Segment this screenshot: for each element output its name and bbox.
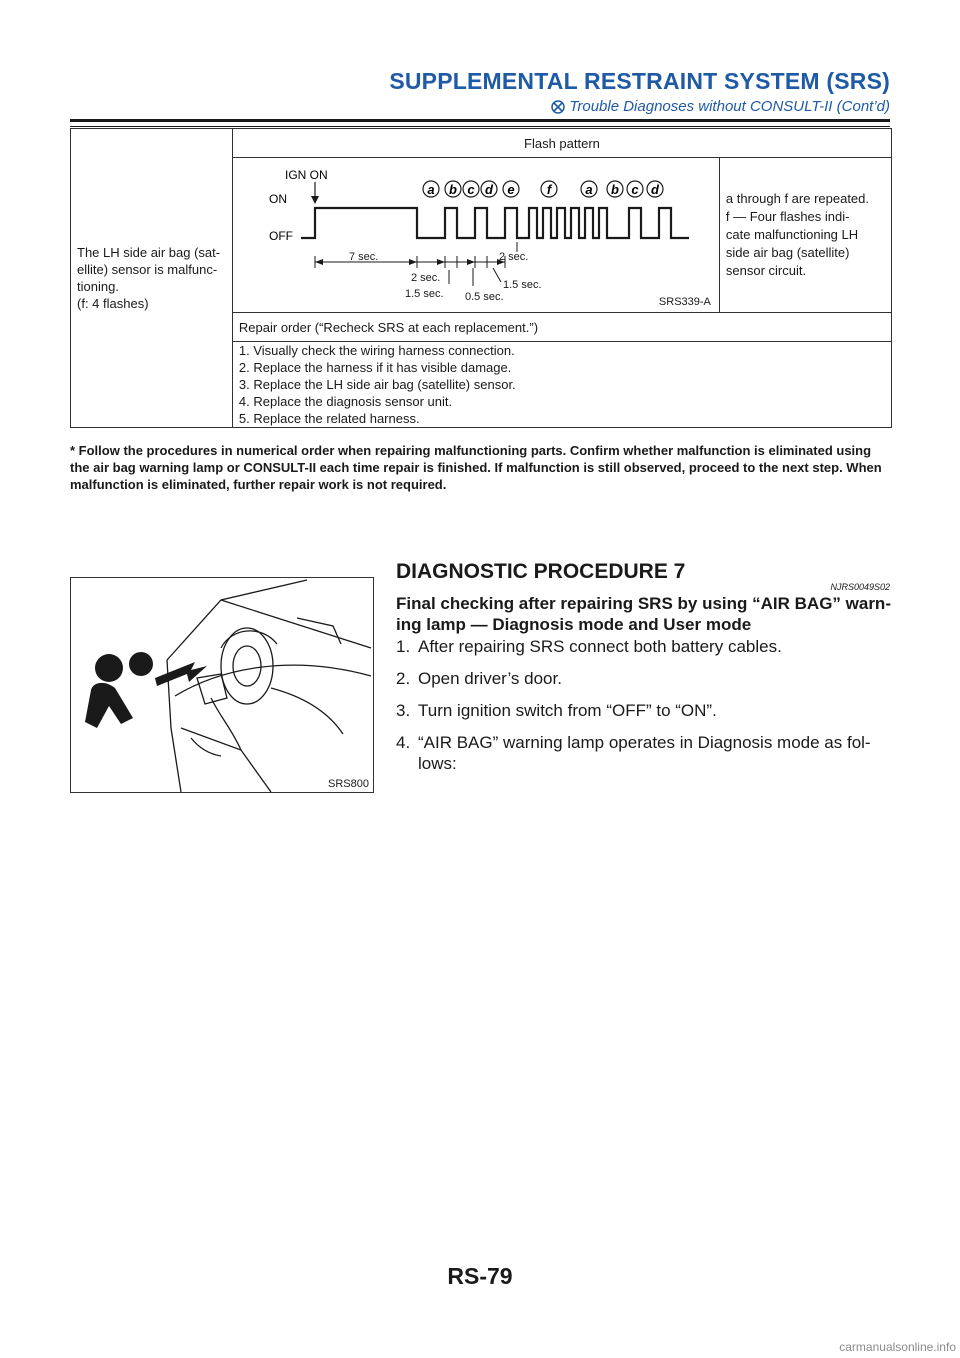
svg-text:a: a xyxy=(585,182,593,197)
step-number: 3. xyxy=(396,701,411,720)
pattern-letter-a xyxy=(581,181,597,197)
svg-text:a: a xyxy=(427,182,435,197)
pattern-letter-d xyxy=(481,181,497,197)
figure-id: SRS800 xyxy=(328,778,369,790)
repair-step: 3. Replace the LH side air bag (satellite) sensor. xyxy=(238,377,516,392)
svg-text:e: e xyxy=(507,182,515,197)
pattern-letter-c xyxy=(627,181,643,197)
svg-text:b: b xyxy=(610,182,619,197)
procedure-step xyxy=(396,700,892,721)
condition-line: ellite) sensor is malfunc- xyxy=(77,262,218,277)
svg-text:c: c xyxy=(631,182,639,197)
pattern-letter-a xyxy=(423,181,439,197)
off-label: OFF xyxy=(268,229,293,243)
repair-note: * Follow the procedures in numerical order when repairing malfunctioning parts. Confirm whether malfunction is eliminated using the air bag warning lamp or CONSULT-II each time repair is finished. If malfunction is still observed, proceed to the next step. When malfunction is eliminated, further repair work is not required. xyxy=(70,443,882,492)
repair-step: 1. Visually check the wiring harness connection. xyxy=(238,343,515,358)
description-line: side air bag (satellite) xyxy=(725,245,850,260)
svg-text:d: d xyxy=(484,182,493,197)
condition-line: (f: 4 flashes) xyxy=(77,296,149,311)
diagnosis-table xyxy=(70,128,892,428)
airbag-occupant-icon xyxy=(85,652,207,728)
srs-section-icon xyxy=(551,100,565,114)
description-line: a through f are repeated. xyxy=(725,191,870,206)
pattern-letter-c xyxy=(463,181,479,197)
procedure-title: DIAGNOSTIC PROCEDURE 7 xyxy=(396,560,686,583)
pattern-letter-b xyxy=(445,181,461,197)
step-text: After repairing SRS connect both battery cables. xyxy=(418,637,782,656)
repair-steps xyxy=(232,342,891,428)
procedure-step xyxy=(396,668,892,689)
description-line: sensor circuit. xyxy=(725,263,807,278)
procedure-step xyxy=(396,732,892,774)
step-text: Open driver’s door. xyxy=(418,669,562,688)
ign-on-label: IGN ON xyxy=(284,168,328,182)
step-number: 4. xyxy=(396,733,411,752)
procedure-code: NJRS0049S02 xyxy=(830,582,890,592)
page-title: SUPPLEMENTAL RESTRAINT SYSTEM (SRS) xyxy=(389,68,890,94)
procedure-steps xyxy=(396,636,892,785)
page-number: RS-79 xyxy=(447,1263,513,1289)
flash-description xyxy=(719,158,891,313)
repair-order-heading: Repair order (“Recheck SRS at each replacement.”) xyxy=(232,313,891,342)
on-label: ON xyxy=(268,192,287,206)
procedure-step xyxy=(396,636,892,657)
condition-line: tioning. xyxy=(77,279,119,294)
condition-cell xyxy=(71,129,233,428)
svg-text:b: b xyxy=(448,182,457,197)
timing-label-1-5sec: 1.5 sec. xyxy=(404,288,444,300)
svg-text:f: f xyxy=(546,182,552,197)
pattern-letter-d xyxy=(647,181,663,197)
repair-step: 4. Replace the diagnosis sensor unit. xyxy=(238,394,453,409)
figure-id: SRS339-A xyxy=(658,296,711,308)
flash-pattern-figure xyxy=(232,158,719,313)
timing-label-2sec-b: 2 sec. xyxy=(498,251,529,263)
procedure-subtitle: Final checking after repairing SRS by using “AIR BAG” warn-ing lamp — Diagnosis mode and User mode xyxy=(396,594,891,634)
flash-waveform xyxy=(301,208,689,238)
step-number: 1. xyxy=(396,637,411,656)
header-rule-thick xyxy=(70,119,890,122)
timing-label-7sec: 7 sec. xyxy=(348,251,379,263)
airbag-warning-illustration xyxy=(71,578,373,792)
repair-step: 2. Replace the harness if it has visible damage. xyxy=(238,360,512,375)
description-line: f — Four flashes indi- xyxy=(725,209,850,224)
srs800-figure xyxy=(70,577,374,793)
header-rule-thin xyxy=(70,126,890,127)
subtitle-text: Trouble Diagnoses without CONSULT-II (Cont’d) xyxy=(569,98,890,115)
svg-text:d: d xyxy=(650,182,659,197)
flash-pattern-diagram xyxy=(239,158,713,312)
pattern-letter-e xyxy=(503,181,519,197)
ign-on-arrowhead xyxy=(311,196,319,204)
timing-label-2sec: 2 sec. xyxy=(410,272,441,284)
step-number: 2. xyxy=(396,669,411,688)
repair-step: 5. Replace the related harness. xyxy=(238,411,420,426)
timing-label-0-5sec: 0.5 sec. xyxy=(464,291,504,303)
watermark: carmanualsonline.info xyxy=(839,1340,956,1354)
flash-pattern-heading: Flash pattern xyxy=(232,129,891,158)
description-line: cate malfunctioning LH xyxy=(725,227,859,242)
condition-line: The LH side air bag (sat- xyxy=(77,245,221,260)
pattern-letter-b xyxy=(607,181,623,197)
pattern-letter-f xyxy=(541,181,557,197)
timing-label-1-5sec-b: 1.5 sec. xyxy=(502,279,542,291)
page-subtitle xyxy=(0,98,890,115)
step-text: “AIR BAG” warning lamp operates in Diagnosis mode as fol-lows: xyxy=(418,733,871,773)
step-text: Turn ignition switch from “OFF” to “ON”. xyxy=(418,701,717,720)
svg-text:c: c xyxy=(467,182,475,197)
